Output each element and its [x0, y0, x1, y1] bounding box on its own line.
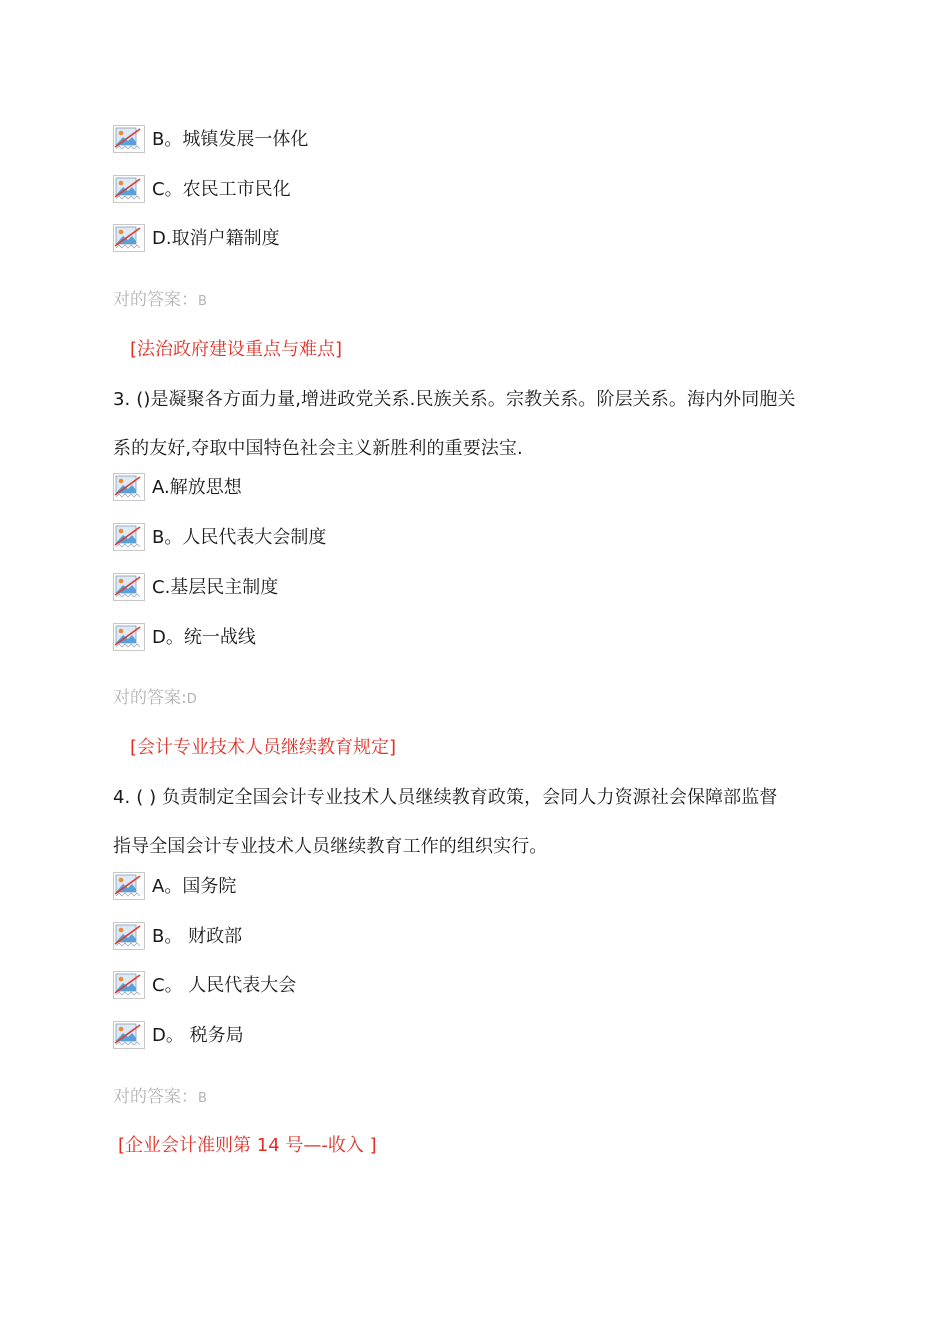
option-text: A.解放思想 — [152, 477, 242, 498]
broken-image-icon — [113, 523, 145, 551]
option-text: B。人民代表大会制度 — [152, 527, 327, 548]
correct-answer — [113, 687, 197, 711]
option-text: B。城镇发展一体化 — [152, 129, 309, 150]
option-text: D。 税务局 — [152, 1025, 244, 1046]
broken-image-icon — [113, 922, 145, 950]
broken-image-icon — [113, 224, 145, 252]
answer-value: D — [186, 692, 197, 707]
broken-image-icon — [113, 573, 145, 601]
answer-value: B — [198, 1091, 207, 1106]
section-tag: [法治政府建设重点与难点] — [130, 339, 343, 360]
section-tag: [企业会计准则第 14 号—-收入 ] — [118, 1135, 377, 1156]
option-text: C。农民工市民化 — [152, 179, 291, 200]
broken-image-icon — [113, 125, 145, 153]
broken-image-icon — [113, 971, 145, 999]
broken-image-icon — [113, 872, 145, 900]
broken-image-icon — [113, 473, 145, 501]
section-tag: [会计专业技术人员继续教育规定] — [130, 737, 397, 758]
question-4-text-line2: 指导全国会计专业技术人员继续教育工作的组织实行。 — [113, 836, 548, 857]
answer-label: 对的答案: — [113, 688, 187, 708]
correct-answer — [113, 1086, 207, 1110]
answer-label: 对的答案： — [113, 1087, 198, 1107]
option-text: D。统一战线 — [152, 627, 256, 648]
option-text: A。国务院 — [152, 876, 237, 897]
correct-answer — [113, 289, 207, 313]
option-text: C。 人民代表大会 — [152, 975, 297, 996]
question-4-text-line1: 4. ( ) 负责制定全国会计专业技术人员继续教育政策，会同人力资源社会保障部监督 — [113, 787, 778, 808]
broken-image-icon — [113, 175, 145, 203]
option-text: C.基层民主制度 — [152, 577, 279, 598]
option-text: D.取消户籍制度 — [152, 228, 280, 249]
question-3-text-line2: 系的友好,夺取中国特色社会主义新胜利的重要法宝. — [113, 438, 523, 459]
broken-image-icon — [113, 1021, 145, 1049]
broken-image-icon — [113, 623, 145, 651]
answer-value: B — [198, 294, 207, 309]
question-3-text-line1: 3. ()是凝聚各方面力量,增进政党关系.民族关系。宗教关系。阶层关系。海内外同胞关 — [113, 389, 796, 410]
option-text: B。 财政部 — [152, 926, 243, 947]
answer-label: 对的答案： — [113, 290, 198, 310]
